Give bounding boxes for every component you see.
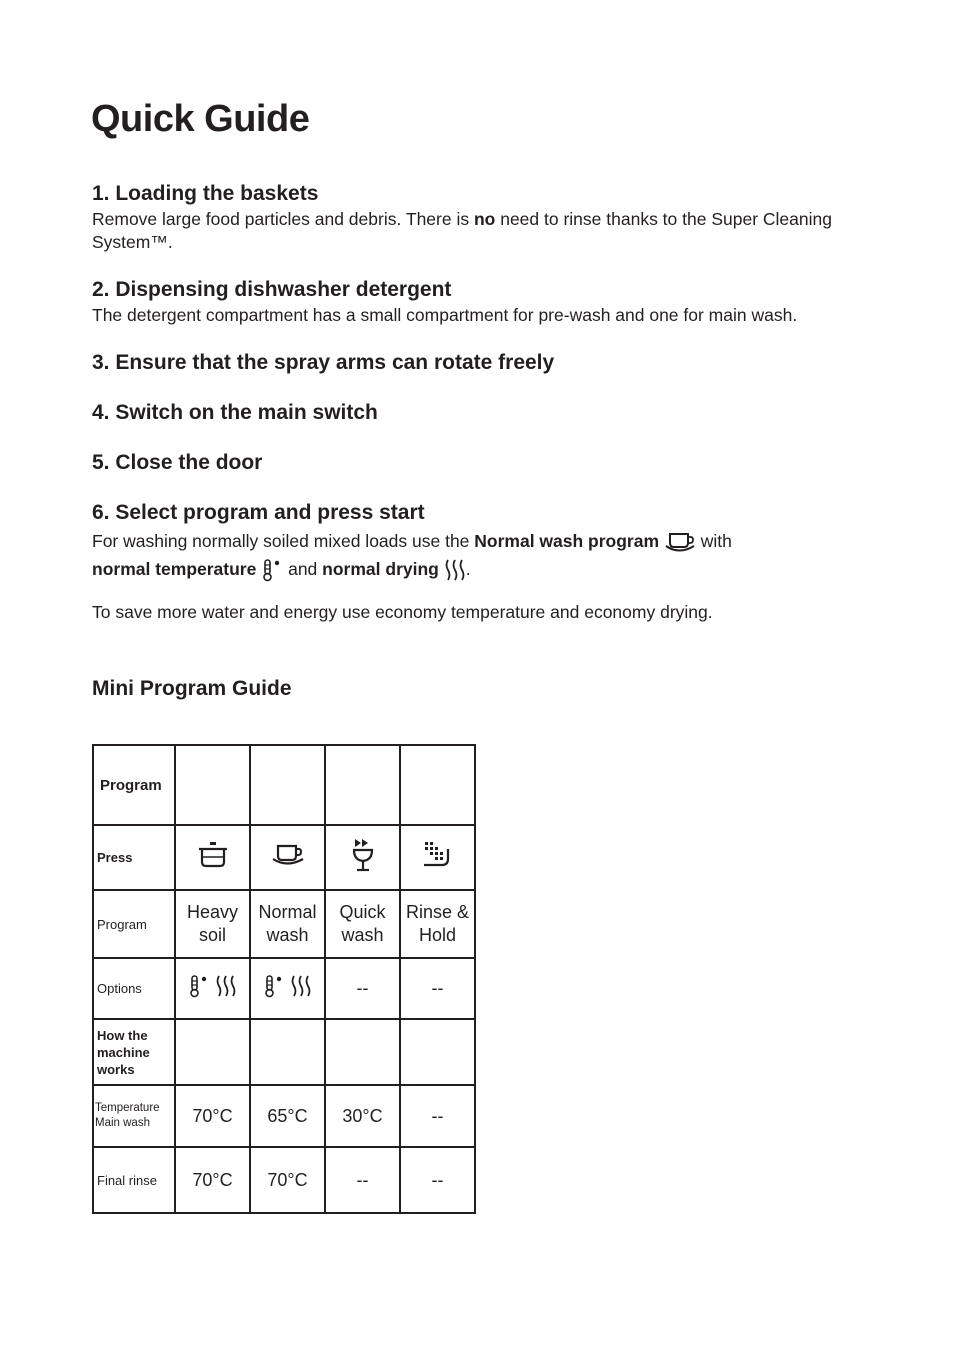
main-wash-temp-cell: 30°C <box>325 1085 400 1147</box>
row-label-options: Options <box>93 958 175 1019</box>
step-1 <box>92 181 882 254</box>
table-row <box>93 825 475 890</box>
glass-fast-icon <box>347 837 379 873</box>
table-cell <box>400 745 475 825</box>
row-label-main-wash-temp: Temperature Main wash <box>93 1085 175 1147</box>
row-label-how-it-works: How the machine works <box>93 1019 175 1085</box>
thermometer-icon <box>261 558 283 582</box>
press-cell <box>325 825 400 890</box>
table-cell <box>400 1019 475 1085</box>
step-heading: 1. Loading the baskets <box>92 182 319 205</box>
step-heading: 3. Ensure that the spray arms can rotate freely <box>92 351 555 374</box>
thermometer-icon <box>263 974 285 998</box>
mini-program-guide-title: Mini Program Guide <box>92 677 292 700</box>
step-heading: 2. Dispensing dishwasher detergent <box>92 278 452 301</box>
table-cell <box>175 745 250 825</box>
step-6 <box>92 500 882 624</box>
final-rinse-cell: -- <box>400 1147 475 1213</box>
mini-program-table <box>92 744 476 1214</box>
row-label-press: Press <box>93 825 175 890</box>
thermometer-icon <box>188 974 210 998</box>
row-label-final-rinse: Final rinse <box>93 1147 175 1213</box>
table-row <box>93 1147 475 1213</box>
program-name-cell: Heavy soil <box>175 890 250 958</box>
cup-icon <box>664 531 696 553</box>
options-cell <box>250 958 325 1019</box>
row-label-program: Program <box>93 745 175 825</box>
program-name-cell: Normal wash <box>250 890 325 958</box>
drying-icon <box>444 558 466 582</box>
final-rinse-cell: -- <box>325 1147 400 1213</box>
row-label-program-name: Program <box>93 890 175 958</box>
step-text: For washing normally soiled mixed loads use the Normal wash program with normal temperature and normal drying . <box>92 527 882 583</box>
press-cell <box>175 825 250 890</box>
step-text: Remove large food particles and debris. There is no need to rinse thanks to the Super Cleaning System™. <box>92 209 832 252</box>
page-title: Quick Guide <box>91 98 310 140</box>
energy-tip: To save more water and energy use economy temperature and economy drying. <box>92 602 713 622</box>
step-text: The detergent compartment has a small compartment for pre-wash and one for main wash. <box>92 305 798 325</box>
table-cell <box>325 745 400 825</box>
main-wash-temp-cell: -- <box>400 1085 475 1147</box>
options-cell <box>175 958 250 1019</box>
table-cell <box>175 1019 250 1085</box>
options-cell: -- <box>400 958 475 1019</box>
program-name-cell: Quick wash <box>325 890 400 958</box>
table-cell <box>325 1019 400 1085</box>
drying-icon <box>290 974 312 998</box>
table-cell <box>250 1019 325 1085</box>
table-row <box>93 1019 475 1085</box>
press-cell <box>400 825 475 890</box>
rinse-icon <box>421 839 455 871</box>
program-name-cell: Rinse & Hold <box>400 890 475 958</box>
final-rinse-cell: 70°C <box>175 1147 250 1213</box>
press-cell <box>250 825 325 890</box>
table-row <box>93 1085 475 1147</box>
step-heading: 4. Switch on the main switch <box>92 401 378 424</box>
step-heading: 5. Close the door <box>92 451 263 474</box>
main-wash-temp-cell: 70°C <box>175 1085 250 1147</box>
table-row <box>93 745 475 825</box>
step-heading: 6. Select program and press start <box>92 501 425 524</box>
options-cell: -- <box>325 958 400 1019</box>
pot-icon <box>195 840 231 870</box>
step-4 <box>92 400 882 426</box>
drying-icon <box>215 974 237 998</box>
step-3 <box>92 350 882 376</box>
step-5 <box>92 450 882 476</box>
main-wash-temp-cell: 65°C <box>250 1085 325 1147</box>
table-cell <box>250 745 325 825</box>
table-row <box>93 958 475 1019</box>
final-rinse-cell: 70°C <box>250 1147 325 1213</box>
step-2 <box>92 277 882 327</box>
cup-icon <box>270 840 306 870</box>
table-row <box>93 890 475 958</box>
